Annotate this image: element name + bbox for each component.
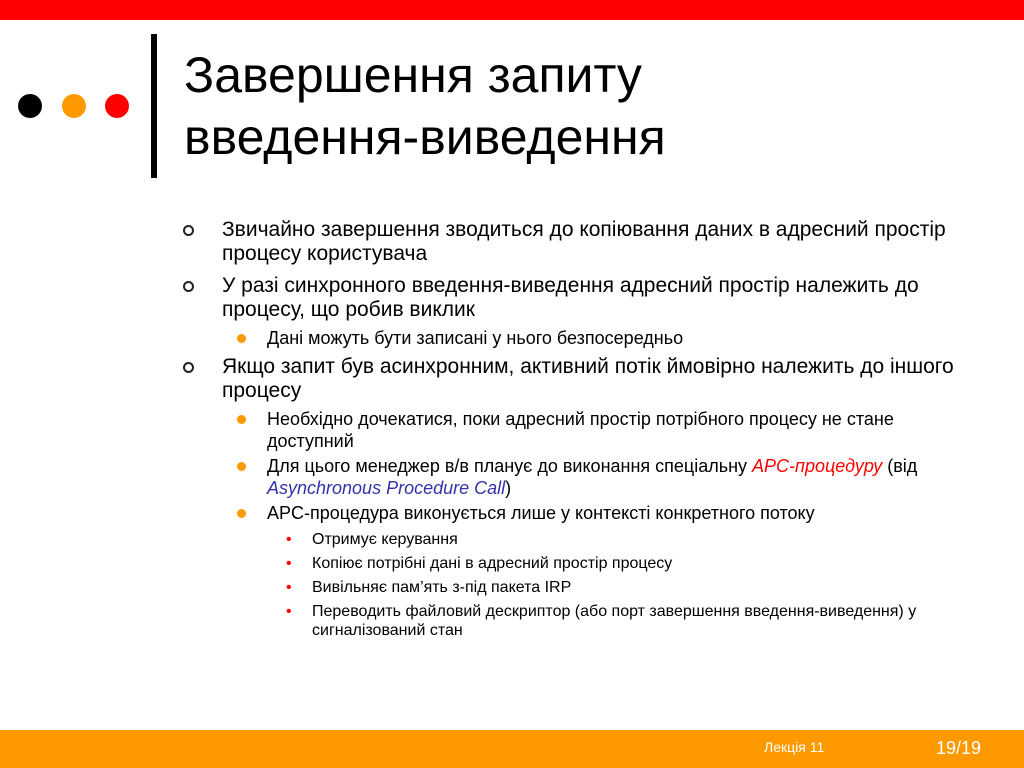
orange-dot-decoration — [62, 94, 86, 118]
sub-sub-bullet-text: Отримує керування — [312, 531, 458, 548]
sub-bullet-text: Дані можуть бути записані у нього безпосередньо — [267, 328, 684, 348]
sub-bullet-text: APC-процедура виконується лише у контексті конкретного потоку — [267, 503, 815, 523]
red-bullet-icon: • — [286, 531, 292, 548]
red-dot-decoration — [105, 94, 129, 118]
apc-full-name: Asynchronous Procedure Call — [267, 478, 506, 498]
orange-dot-bullet-icon — [237, 509, 246, 518]
apc-term: APC-процедуру — [752, 456, 883, 476]
sub-sub-bullet-text: Вивільняє пам’ять з-під пакета IRP — [312, 579, 572, 596]
sub-bullet-text: Необхідно дочекатися, поки адресний простір потрібного процесу не стане доступний — [267, 409, 894, 451]
sub-sub-bullet-text: Переводить файловий дескриптор (або порт завершення введення-виведення) у сигналізований стан — [312, 603, 917, 639]
sub-bullet-item — [184, 327, 984, 349]
sub-bullet-text-before: Для цього менеджер в/в планує до виконання спеціальну — [267, 456, 753, 476]
hollow-circle-bullet-icon — [183, 362, 194, 373]
bullet-text: Якщо запит був асинхронним, активний потік ймовірно належить до іншого процесу — [222, 355, 954, 402]
top-accent-bar — [0, 0, 1024, 20]
sub-sub-bullet-item — [184, 602, 984, 640]
sub-sub-bullet-item — [184, 530, 984, 549]
sub-bullet-text-after: ) — [505, 478, 512, 498]
sub-bullet-item — [184, 502, 984, 524]
sub-bullet-item — [184, 408, 984, 452]
slide-title: Завершення запиту введення-виведення — [184, 47, 666, 165]
sub-bullet-text-mid: (від — [882, 456, 918, 476]
black-dot-decoration — [18, 94, 42, 118]
bullet-text: У разі синхронного введення-виведення адресний простір належить до процесу, що робив виклик — [222, 274, 919, 321]
sub-sub-bullet-item — [184, 578, 984, 597]
orange-dot-bullet-icon — [237, 334, 246, 343]
red-bullet-icon: • — [286, 579, 292, 596]
bullet-item — [184, 218, 984, 266]
title-divider-line — [151, 34, 157, 178]
hollow-circle-bullet-icon — [183, 225, 194, 236]
hollow-circle-bullet-icon — [183, 281, 194, 292]
bullet-item — [184, 274, 984, 322]
footer-lecture-label: Лекція 11 — [764, 739, 825, 755]
slide-page-number: 19/19 — [936, 738, 982, 758]
bullet-text: Звичайно завершення зводиться до копіювання даних в адресний простір процесу користувача — [222, 218, 946, 265]
bottom-accent-bar — [0, 730, 1024, 768]
sub-bullet-item — [184, 455, 984, 499]
bullet-item — [184, 355, 984, 403]
sub-sub-bullet-item — [184, 554, 984, 573]
slide-content — [184, 218, 984, 645]
red-bullet-icon: • — [286, 603, 292, 620]
red-bullet-icon: • — [286, 555, 292, 572]
sub-sub-bullet-text: Копіює потрібні дані в адресний простір процесу — [312, 555, 673, 572]
orange-dot-bullet-icon — [237, 415, 246, 424]
orange-dot-bullet-icon — [237, 462, 246, 471]
